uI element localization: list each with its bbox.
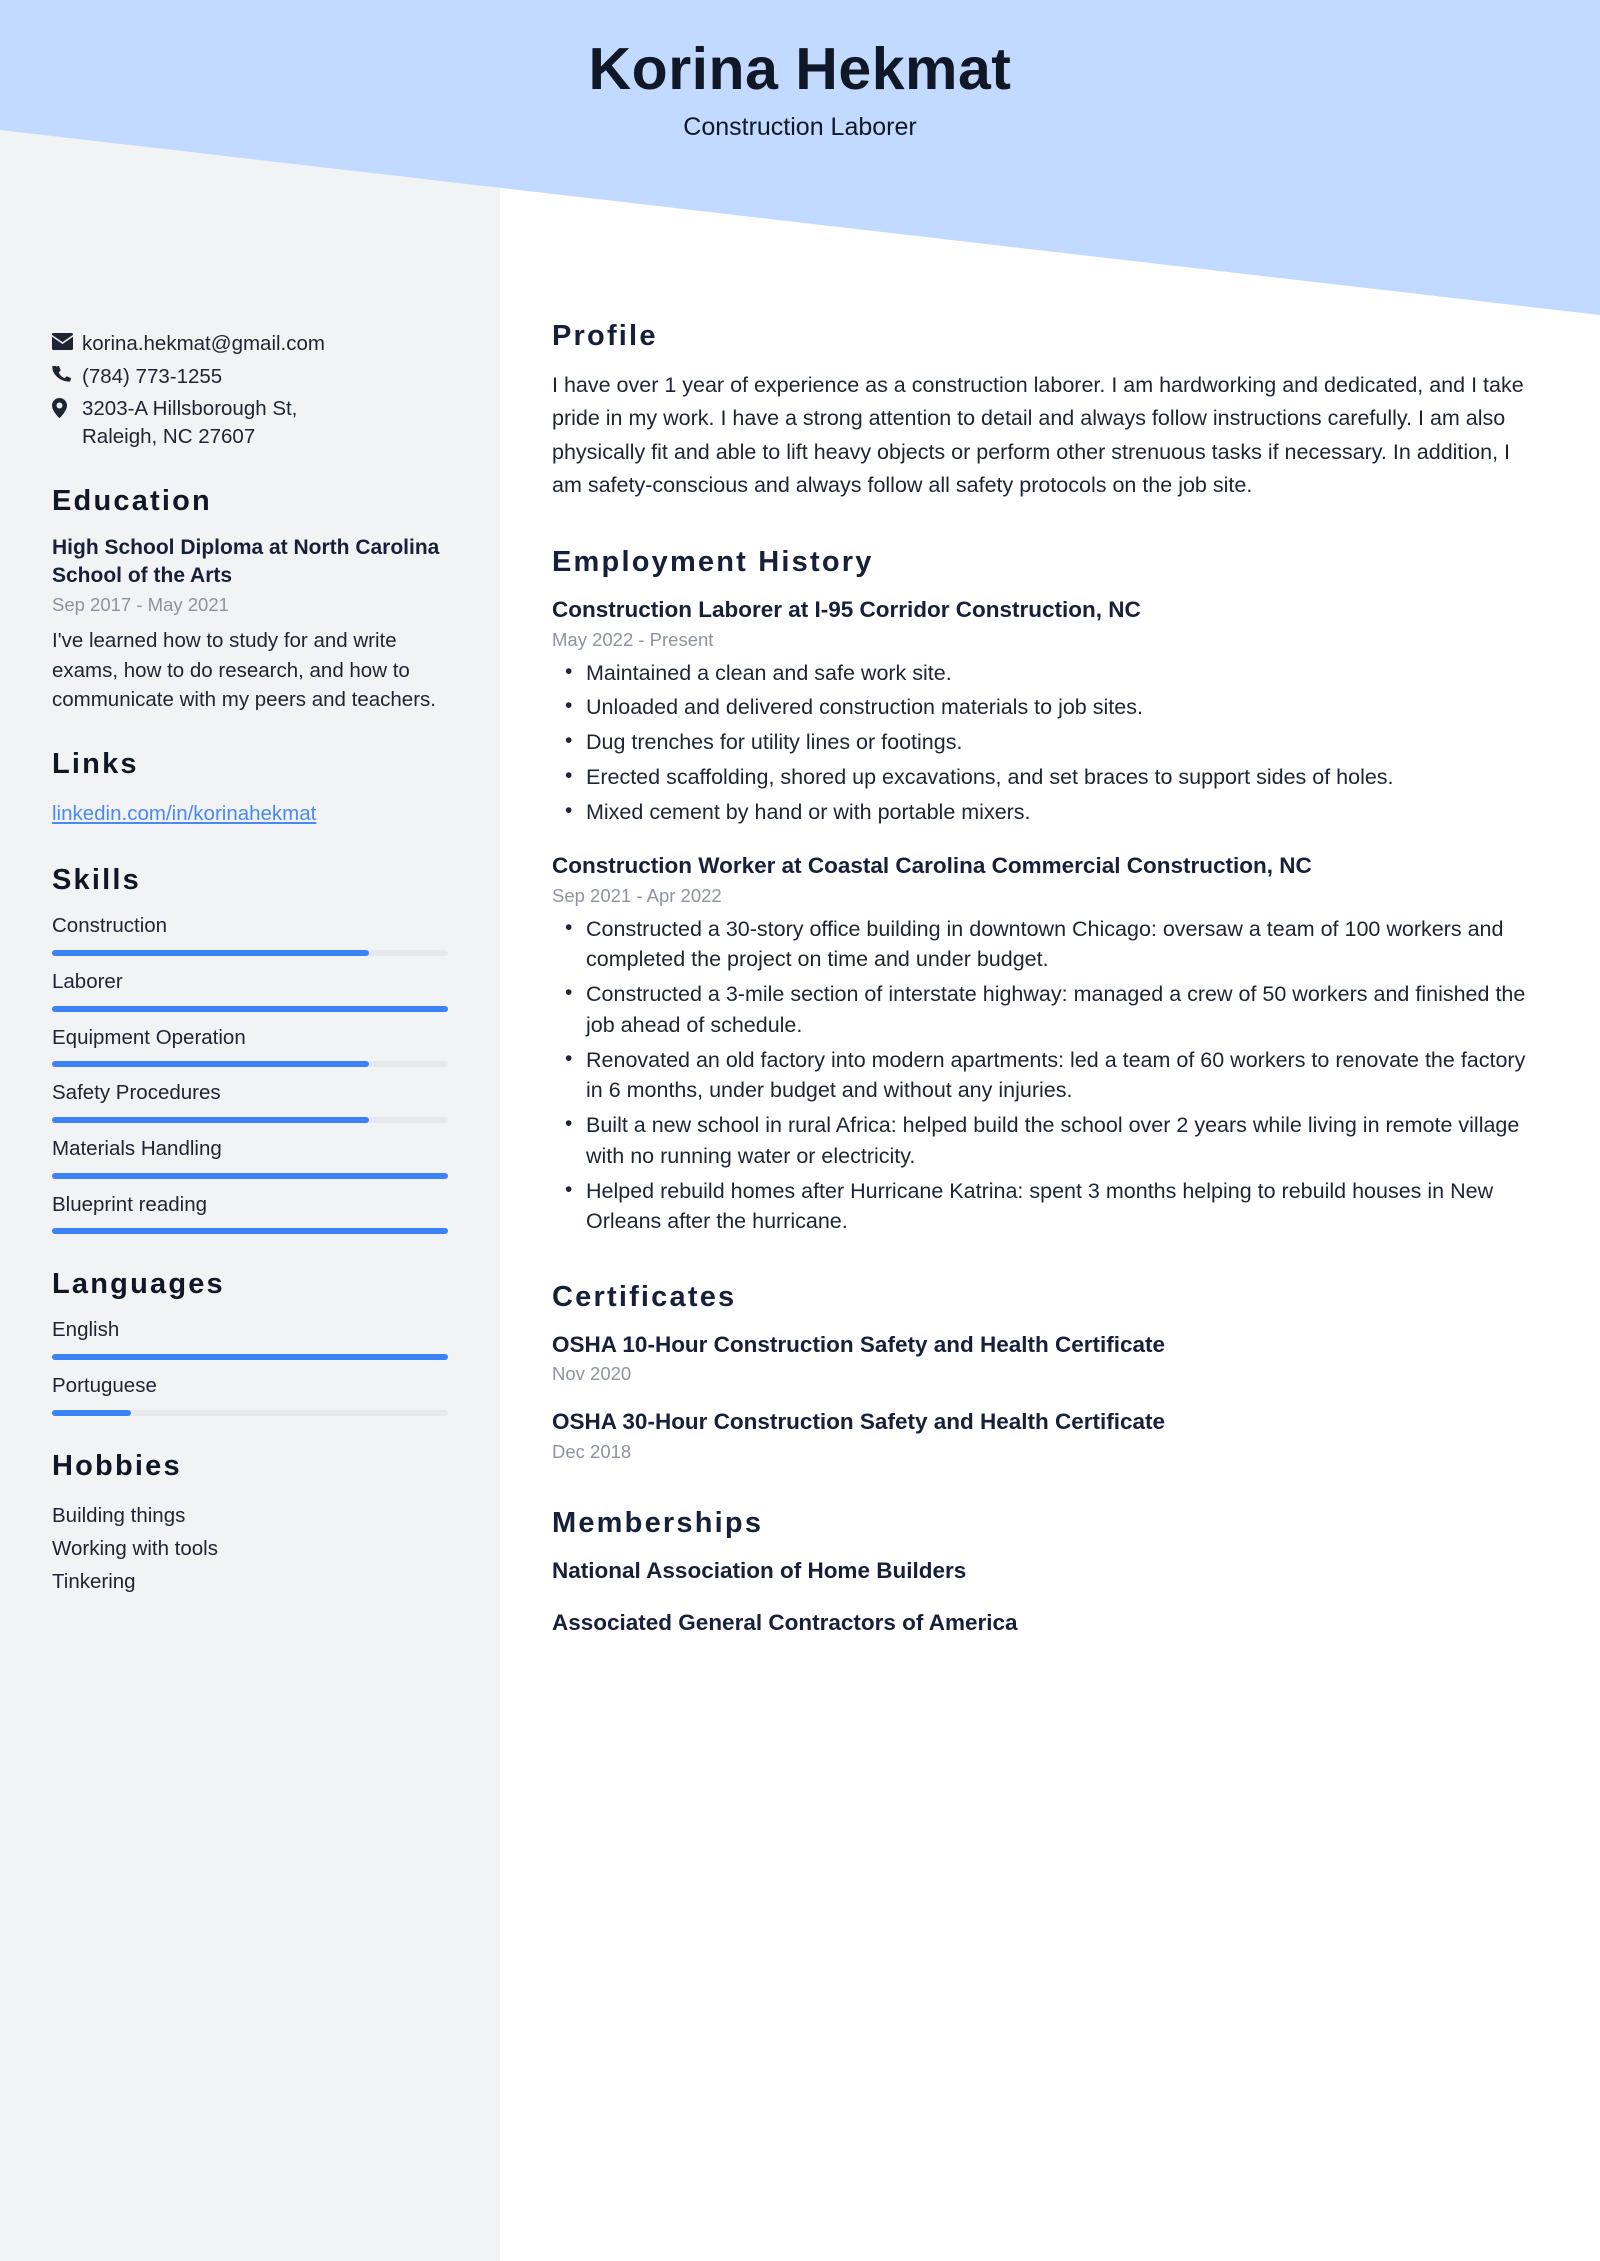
employment-item-dates: May 2022 - Present xyxy=(552,628,714,650)
profile-heading: Profile xyxy=(552,320,658,352)
certificate-item xyxy=(552,1330,1530,1385)
skill-level-track xyxy=(52,1117,448,1123)
skill-item xyxy=(52,1025,448,1068)
bullet-item: • Erected scaffolding, shored up excavations, and set braces to support sides of holes. xyxy=(552,762,1530,793)
contact-email-text xyxy=(82,330,325,358)
envelope-icon xyxy=(52,330,82,350)
skill-label: Blueprint reading xyxy=(52,1192,207,1216)
employment-item-bullets xyxy=(552,658,1530,828)
page-title: Korina Hekmat xyxy=(588,36,1012,102)
map-pin-icon xyxy=(52,395,82,418)
employment-item-dates: Sep 2021 - Apr 2022 xyxy=(552,884,722,906)
profile-section xyxy=(552,320,1530,502)
address-line-2: Raleigh, NC 27607 xyxy=(82,425,256,449)
skill-level-track xyxy=(52,1173,448,1179)
skill-level-fill xyxy=(52,1228,448,1234)
skill-level-fill xyxy=(52,1061,369,1067)
education-item-date: Sep 2017 - May 2021 xyxy=(52,594,229,616)
education-item-description: I've learned how to study for and write exams, how to do research, and how to communicate with my peers and teachers. xyxy=(52,629,436,711)
hobby-item: Building things xyxy=(52,1503,186,1527)
linkedin-link[interactable]: linkedin.com/in/korinahekmat xyxy=(52,802,317,826)
bullet-item: • Renovated an old factory into modern apartments: led a team of 60 workers to renovate the factory in 6 months, under budget and without any injuries. xyxy=(552,1045,1530,1106)
hobbies-heading: Hobbies xyxy=(52,1449,182,1482)
bullet-item: • Helped rebuild homes after Hurricane Katrina: spent 3 months helping to rebuild houses in New Orleans after the hurricane. xyxy=(552,1176,1530,1237)
certificates-section xyxy=(552,1281,1530,1463)
contact-list xyxy=(52,330,448,451)
education-heading: Education xyxy=(52,484,212,517)
employment-item xyxy=(552,851,1530,1237)
education-section xyxy=(52,485,448,715)
certificate-title: OSHA 10-Hour Construction Safety and Health Certificate xyxy=(552,1332,1166,1358)
skill-item xyxy=(52,1192,448,1235)
employment-history-section xyxy=(552,546,1530,1237)
membership-item: Associated General Contractors of America xyxy=(552,1610,1018,1636)
language-level-track xyxy=(52,1354,448,1360)
membership-item: National Association of Home Builders xyxy=(552,1557,967,1583)
skill-label: Construction xyxy=(52,914,168,938)
memberships-heading: Memberships xyxy=(552,1506,764,1539)
main-content xyxy=(500,0,1600,1723)
employment-item-bullets xyxy=(552,914,1530,1237)
skills-section xyxy=(52,864,448,1234)
skill-level-fill xyxy=(52,1117,369,1123)
memberships-section xyxy=(552,1507,1530,1639)
skill-label: Materials Handling xyxy=(52,1136,222,1160)
bullet-item: • Constructed a 3-mile section of interstate highway: managed a crew of 50 workers and finished the job ahead of schedule. xyxy=(552,979,1530,1040)
contact-address-row xyxy=(52,395,448,450)
skill-level-fill xyxy=(52,1173,448,1179)
language-level-track xyxy=(52,1410,448,1416)
bullet-item: • Unloaded and delivered construction materials to job sites. xyxy=(552,692,1530,723)
address-line-1: 3203-A Hillsborough St, xyxy=(82,397,298,421)
skill-level-track xyxy=(52,1061,448,1067)
link-item[interactable] xyxy=(52,797,448,830)
skill-label: Safety Procedures xyxy=(52,1081,221,1105)
contact-address-text xyxy=(82,395,297,450)
phone-icon xyxy=(52,363,82,385)
bullet-item: • Constructed a 30-story office building in downtown Chicago: oversaw a team of 100 workers and completed the project on time and under budget. xyxy=(552,914,1530,975)
education-item xyxy=(52,534,448,715)
language-item xyxy=(52,1373,448,1416)
language-item xyxy=(52,1317,448,1360)
language-label: English xyxy=(52,1318,120,1342)
skill-item xyxy=(52,1080,448,1123)
certificate-title: OSHA 30-Hour Construction Safety and Health Certificate xyxy=(552,1409,1166,1435)
languages-section xyxy=(52,1268,448,1415)
bullet-item: • Built a new school in rural Africa: helped build the school over 2 years while living in remote village with no running water or electricity. xyxy=(552,1110,1530,1171)
header-subtitle: Construction Laborer xyxy=(683,112,917,141)
skill-item xyxy=(52,1136,448,1179)
contact-phone-row xyxy=(52,363,448,391)
language-level-fill xyxy=(52,1410,131,1416)
email-link[interactable]: korina.hekmat@gmail.com xyxy=(82,332,325,355)
skill-level-track xyxy=(52,1228,448,1234)
contact-phone-text: (784) 773-1255 xyxy=(82,364,223,388)
language-level-fill xyxy=(52,1354,448,1360)
certificate-item xyxy=(552,1407,1530,1462)
skill-label: Equipment Operation xyxy=(52,1025,246,1049)
employment-item-title: Construction Worker at Coastal Carolina Commercial Construction, NC xyxy=(552,853,1312,879)
language-label: Portuguese xyxy=(52,1373,157,1397)
hobby-item: Working with tools xyxy=(52,1536,218,1560)
skills-heading: Skills xyxy=(52,864,141,897)
certificate-date: Dec 2018 xyxy=(552,1440,632,1462)
employment-history-heading: Employment History xyxy=(552,546,874,579)
certificate-date: Nov 2020 xyxy=(552,1363,632,1385)
certificates-heading: Certificates xyxy=(552,1281,737,1314)
hobby-item: Tinkering xyxy=(52,1569,136,1593)
bullet-item: • Dug trenches for utility lines or footings. xyxy=(552,727,1530,758)
employment-item-title: Construction Laborer at I-95 Corridor Construction, NC xyxy=(552,597,1141,623)
education-item-title: High School Diploma at North Carolina School of the Arts xyxy=(52,535,440,588)
hobbies-section xyxy=(52,1450,448,1599)
skill-level-fill xyxy=(52,950,369,956)
profile-text: I have over 1 year of experience as a construction laborer. I am hardworking and dedicated, and I take pride in my work. I have a strong attention to detail and always follow instructions carefully. I am also physically fit and able to lift heavy objects or perform other strenuous tasks if necessary. In addition, I am safety-conscious and always follow all safety protocols on the job site. xyxy=(552,373,1524,497)
skill-level-track xyxy=(52,1006,448,1012)
skill-level-track xyxy=(52,950,448,956)
employment-item xyxy=(552,595,1530,827)
skill-level-fill xyxy=(52,1006,448,1012)
contact-email-row[interactable] xyxy=(52,330,448,358)
skill-item xyxy=(52,969,448,1012)
links-heading: Links xyxy=(52,748,139,781)
sidebar xyxy=(0,0,500,1672)
skill-label: Laborer xyxy=(52,970,123,994)
bullet-item: • Maintained a clean and safe work site. xyxy=(552,658,1530,689)
links-section xyxy=(52,748,448,830)
languages-heading: Languages xyxy=(52,1268,225,1301)
bullet-item: • Mixed cement by hand or with portable mixers. xyxy=(552,797,1530,828)
skill-item xyxy=(52,913,448,956)
